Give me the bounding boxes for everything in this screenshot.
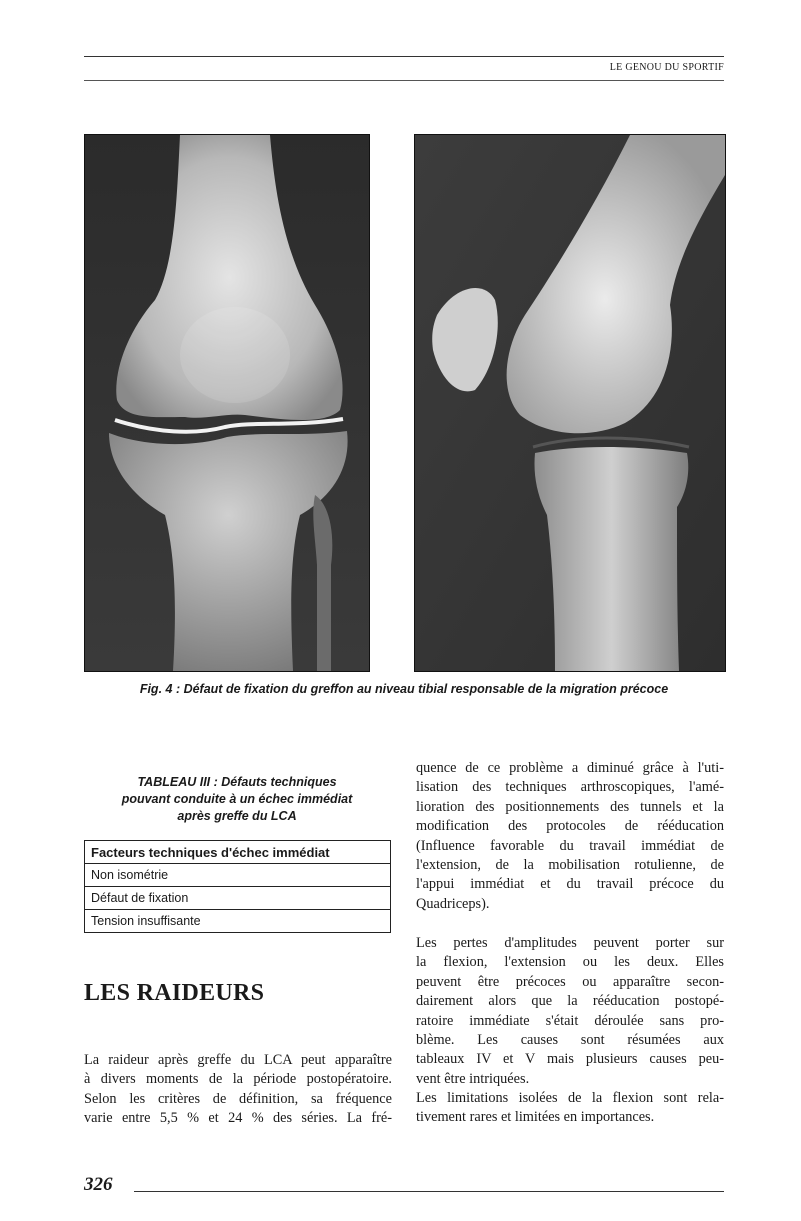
left-paragraph bbox=[84, 1051, 392, 1129]
table-cell: Tension insuffisante bbox=[85, 910, 391, 933]
text-line: ratoire immédiate s'était déroulée sans pro- bbox=[416, 1012, 724, 1029]
header-rule bbox=[84, 80, 724, 81]
table-title-line: après greffe du LCA bbox=[177, 809, 297, 823]
text-line: blème. Les causes sont résumées aux bbox=[416, 1032, 724, 1049]
table-row bbox=[85, 864, 391, 887]
table-cell: Non isométrie bbox=[85, 864, 391, 887]
text-line: lisation des techniques arthroscopiques, l'amé- bbox=[416, 779, 724, 796]
text-line: varie entre 5,5 % et 24 % des séries. La fré- bbox=[84, 1110, 392, 1127]
text-line: tivement rares et limitées en importances. bbox=[416, 1109, 655, 1126]
text-line: (Influence favorable du travail immédiat de bbox=[416, 837, 724, 854]
text-line: l'extension, de la mobilisation rotulienne, de bbox=[416, 857, 724, 874]
running-head: LE GENOU DU SPORTIF bbox=[609, 62, 724, 73]
text-line: tableaux IV et V mais plusieurs causes peu- bbox=[416, 1051, 724, 1068]
text-line: lioration des positionnements des tunnels et la bbox=[416, 798, 724, 815]
table-header-cell: Facteurs techniques d'échec immédiat bbox=[85, 841, 391, 864]
text-line: la flexion, l'extension ou les deux. Elles bbox=[416, 954, 724, 971]
text-line: La raideur après greffe du LCA peut apparaître bbox=[84, 1052, 392, 1068]
table-title bbox=[84, 774, 390, 825]
footer-rule bbox=[134, 1191, 724, 1192]
text-line: à divers moments de la période postopératoire. bbox=[84, 1071, 392, 1088]
table-title-line: pouvant conduite à un échec immédiat bbox=[121, 792, 353, 806]
section-title: LES RAIDEURS bbox=[84, 980, 265, 1006]
top-rule bbox=[84, 56, 724, 57]
knee-xray-lateral bbox=[414, 134, 726, 672]
text-line: vent être intriquées. bbox=[416, 1070, 530, 1087]
text-line: dairement alors que la rééducation postopé- bbox=[416, 993, 724, 1010]
text-line: Selon les critères de définition, sa fréquence bbox=[84, 1090, 392, 1107]
text-line: l'appui immédiat et du travail précoce du bbox=[416, 876, 724, 893]
table-header-row bbox=[85, 841, 391, 864]
table-row bbox=[85, 910, 391, 933]
table-row bbox=[85, 887, 391, 910]
text-line: Les limitations isolées de la flexion sont rela- bbox=[416, 1090, 724, 1106]
defects-table bbox=[84, 840, 391, 933]
page-number: 326 bbox=[84, 1174, 113, 1195]
knee-xray-frontal bbox=[84, 134, 370, 672]
text-line: Quadriceps). bbox=[416, 895, 490, 912]
text-line: modification des protocoles de rééducation bbox=[416, 818, 724, 835]
text-line: quence de ce problème a diminué grâce à l'uti- bbox=[416, 760, 724, 776]
right-paragraph-3 bbox=[416, 1089, 724, 1128]
figure-caption: Fig. 4 : Défaut de fixation du greffon au niveau tibial responsable de la migration précoce bbox=[139, 682, 669, 696]
table-cell: Défaut de fixation bbox=[85, 887, 391, 910]
right-paragraph-2 bbox=[416, 934, 724, 1089]
right-paragraph-1 bbox=[416, 759, 724, 914]
text-line: Les pertes d'amplitudes peuvent porter sur bbox=[416, 935, 724, 951]
table-title-line: TABLEAU III : Défauts techniques bbox=[137, 775, 337, 789]
text-line: peuvent être précoces ou apparaître secon- bbox=[416, 973, 724, 990]
